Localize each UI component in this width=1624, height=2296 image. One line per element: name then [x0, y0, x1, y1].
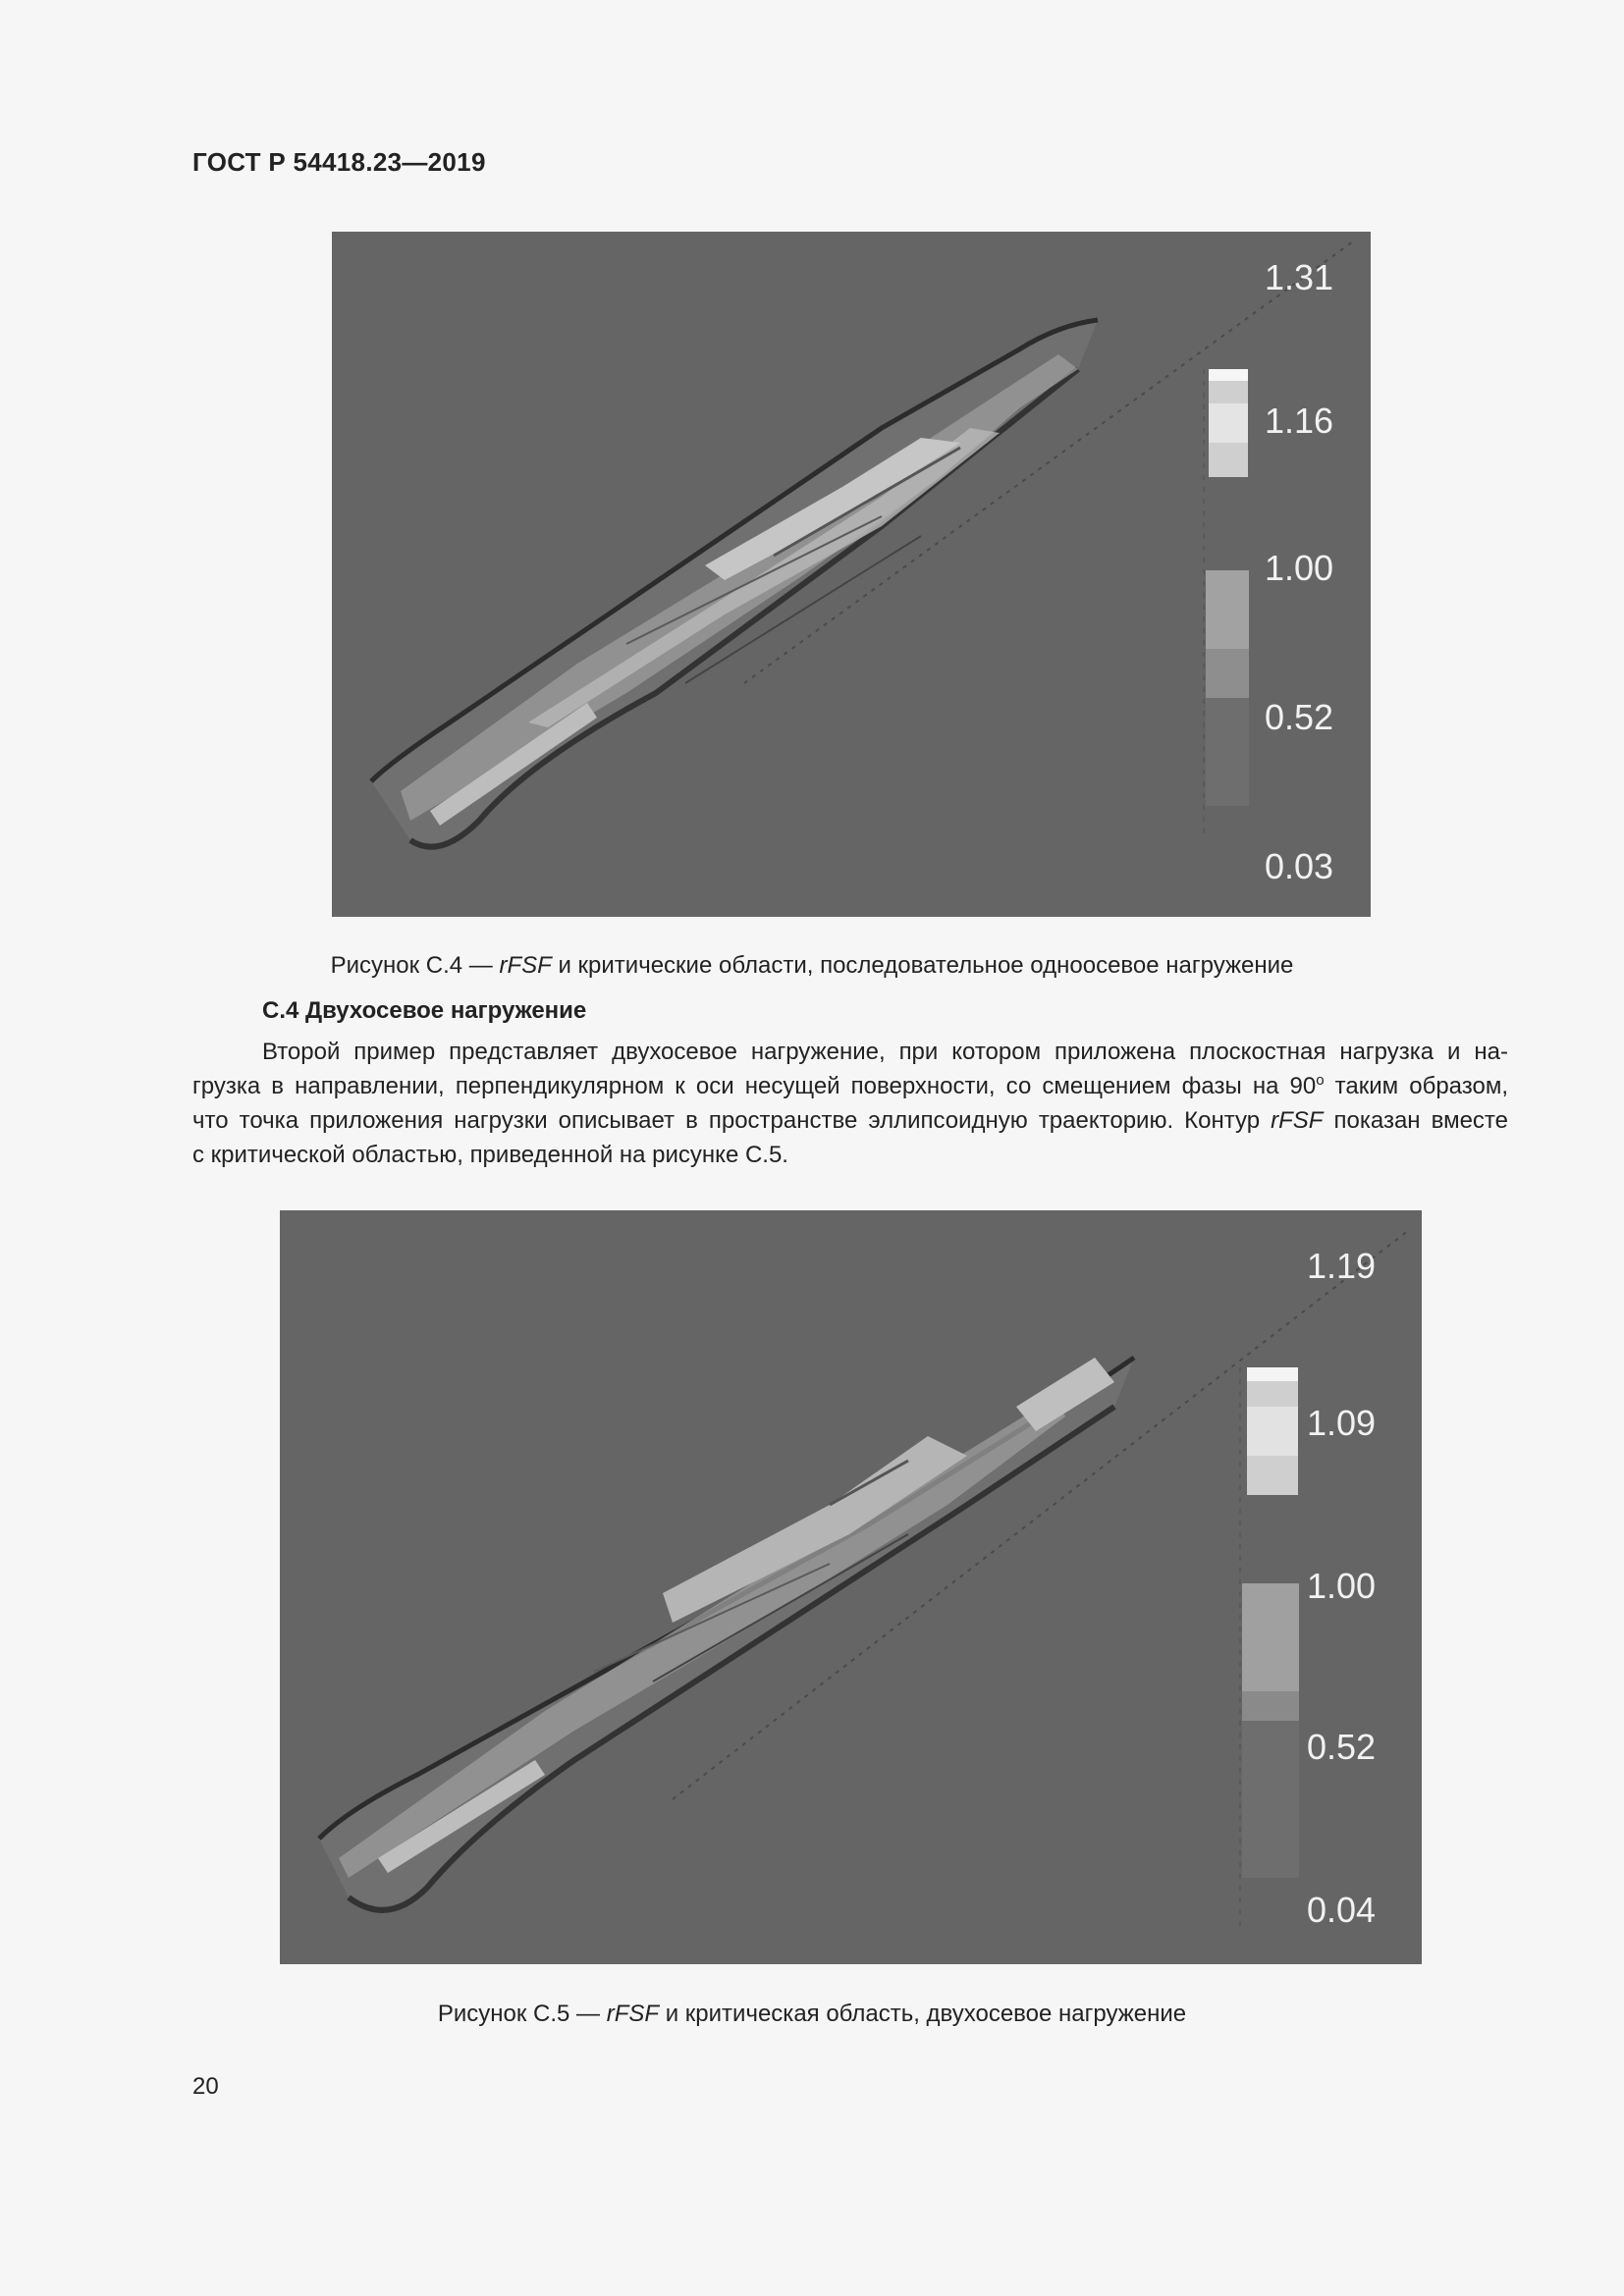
- section-paragraph: [192, 1035, 1508, 1172]
- figure-c4-image: [332, 232, 1371, 917]
- scale-label-c5-1: 1.19: [1307, 1246, 1377, 1286]
- paragraph-line: Второй пример представляет двухосевое нагружение, при котором приложена плоскостная нагрузка и на-: [262, 1039, 1508, 1065]
- blade-contour-plot-c4: [332, 232, 1371, 917]
- figure-c4-caption: Рисунок С.4 — rFSF и критические области, последовательное одноосевое нагружение: [330, 952, 1294, 979]
- scale-label-c5-2: 1.09: [1307, 1403, 1377, 1443]
- figure-c5-image: [280, 1210, 1422, 1964]
- page-number: 20: [192, 2073, 219, 2100]
- scale-label-c4-1: 1.31: [1265, 257, 1334, 297]
- scale-label-c4-3: 1.00: [1265, 548, 1334, 588]
- scale-label-c5-4: 0.52: [1307, 1727, 1377, 1767]
- scale-label-c4-4: 0.52: [1265, 697, 1334, 737]
- blade-contour-plot-c5: [280, 1210, 1422, 1964]
- scale-label-c5-5: 0.04: [1307, 1890, 1377, 1930]
- scale-label-c4-5: 0.03: [1265, 846, 1334, 886]
- paragraph-line: с критической областью, приведенной на рисунке С.5.: [192, 1142, 788, 1168]
- paragraph-line: что точка приложения нагрузки описывает в пространстве эллипсоидную траекторию. Контур rFSF показан вместе: [192, 1107, 1508, 1134]
- paragraph-line: грузка в направлении, перпендикулярном к оси несущей поверхности, со смещением фазы на 90$^o$ таким образом,: [192, 1072, 1508, 1099]
- scale-label-c5-3: 1.00: [1307, 1566, 1377, 1606]
- document-header: ГОСТ Р 54418.23—2019: [192, 147, 486, 177]
- scale-label-c4-2: 1.16: [1265, 400, 1334, 441]
- section-title: С.4 Двухосевое нагружение: [262, 997, 587, 1024]
- figure-c5-caption: Рисунок С.5 — rFSF и критическая область, двухосевое нагружение: [437, 2001, 1187, 2027]
